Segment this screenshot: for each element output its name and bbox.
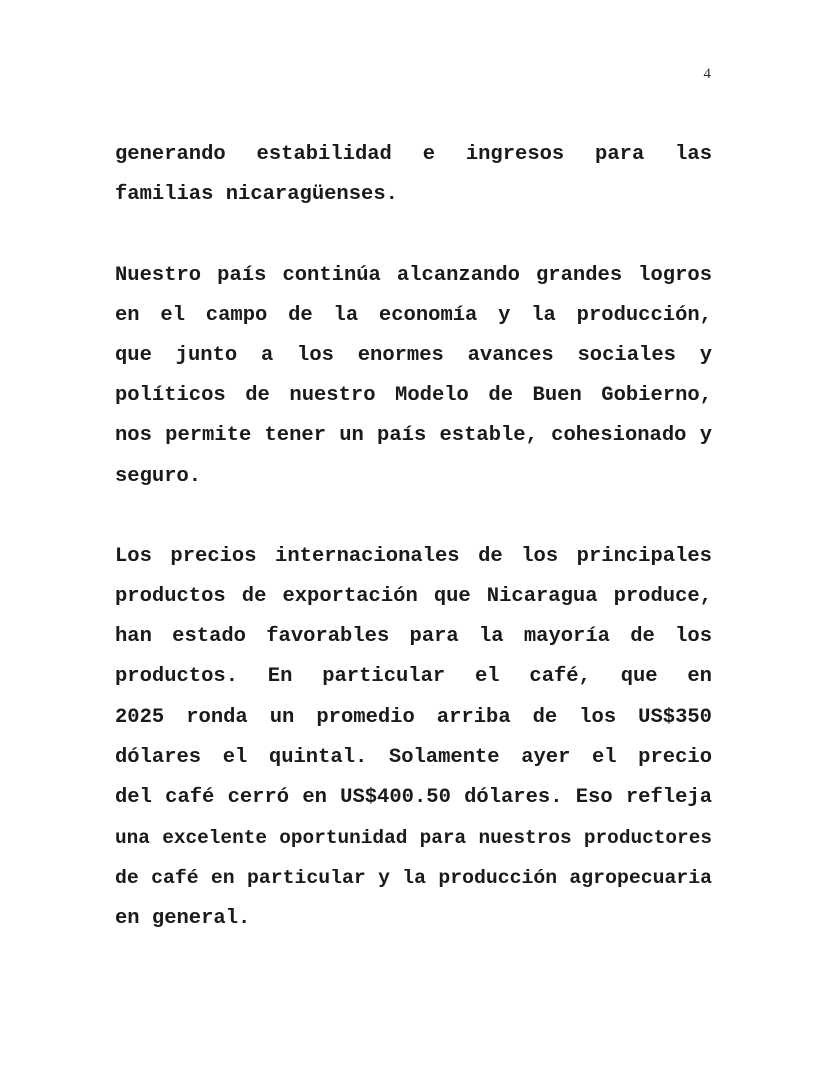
paragraph-3 — [115, 537, 712, 939]
text-line: Los precios internacionales de los principales — [115, 544, 712, 568]
text-line: una excelente oportunidad para nuestros productores — [115, 827, 712, 850]
text-line: en general. — [115, 906, 251, 930]
text-line: dólares el quintal. Solamente ayer el precio — [115, 745, 712, 769]
paragraph-2 — [115, 256, 712, 497]
text-line: en el campo de la economía y la producción, — [115, 303, 712, 327]
text-line: que junto a los enormes avances sociales y — [115, 343, 712, 367]
document-body — [115, 135, 712, 979]
text-line: del café cerró en US$400.50 dólares. Eso refleja — [115, 786, 712, 809]
text-line: generando estabilidad e ingresos para las — [115, 143, 712, 166]
text-line: familias nicaragüenses. — [115, 183, 398, 207]
text-line: nos permite tener un país estable, cohesionado y — [115, 424, 712, 448]
text-line: productos. En particular el café, que en — [115, 665, 712, 689]
page-number: 4 — [703, 66, 711, 82]
text-line: han estado favorables para la mayoría de los — [115, 625, 712, 649]
text-line: seguro. — [115, 464, 202, 488]
text-line: Nuestro país continúa alcanzando grandes logros — [115, 263, 712, 287]
text-line: 2025 ronda un promedio arriba de los US$350 — [115, 705, 712, 729]
text-line: de café en particular y la producción agropecuaria — [115, 867, 712, 890]
paragraph-1 — [115, 135, 712, 215]
text-line: políticos de nuestro Modelo de Buen Gobierno, — [115, 384, 712, 408]
text-line: productos de exportación que Nicaragua produce, — [115, 585, 712, 609]
